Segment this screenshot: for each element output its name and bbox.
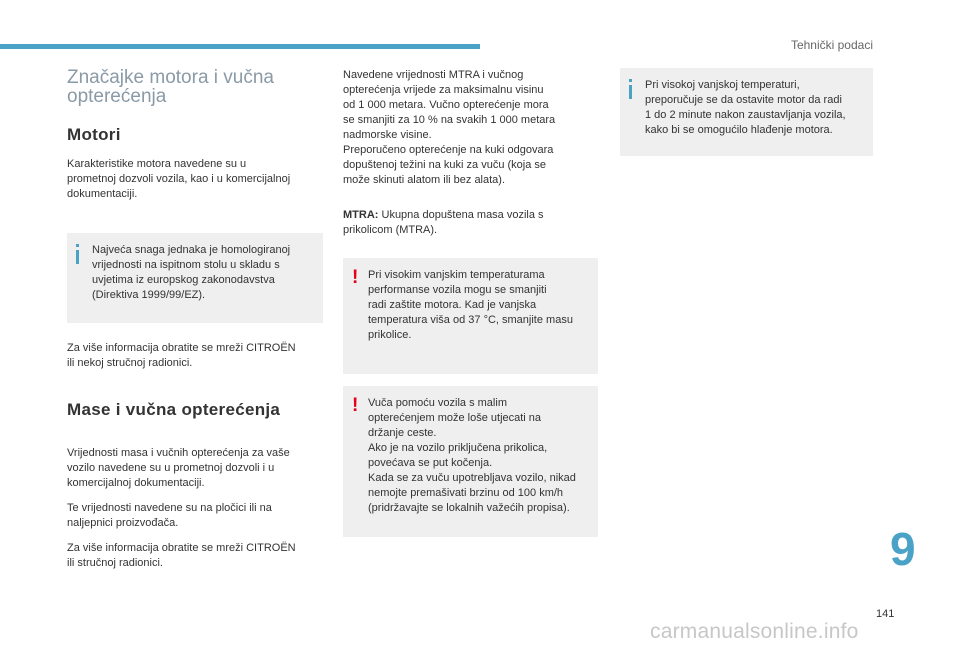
mtra-definition: MTRA: Ukupna dopuštena masa vozila s prikolicom (MTRA). (343, 209, 544, 236)
mtra-paragraph: Navedene vrijednosti MTRA i vučnog opterećenja vrijede za maksimalnu visinu od 1 000 metara. Vučno opterećenje mora se smanjiti za 10 % na svakih 1 000 metara nadmorske visine. Preporučeno opterećenje na kuki odgovara dopuštenoj težini na kuki za vuču (koja se može skinuti alatom ili bez alata). (343, 69, 556, 186)
warning-text-towing: Vuča pomoću vozila s malim opterećenjem može loše utjecati na držanje ceste. Ako je na vozilo priključena prikolica, povećava se put kočenja. Kada se za vuču upotrebljava vozilo, nikad nemojte premašivati brzinu od 100 km/h (pridržavajte se lokalnih važećih propisa). (368, 397, 576, 514)
watermark: carmanualsonline.info (650, 620, 859, 643)
title-line-1: Značajke motora i vučna (67, 67, 274, 88)
info-icon (76, 244, 79, 264)
top-accent-bar (0, 44, 480, 49)
motori-heading: Motori (67, 125, 121, 144)
info-text-engine-cooling: Pri visokoj vanjskoj temperaturi, preporučuje se da ostavite motor da radi 1 do 2 minute nakon zaustavljanja vozila, kako bi se omogućilo hlađenje motora. (645, 79, 846, 136)
warning-icon: ! (352, 267, 359, 288)
warning-box-towing (343, 386, 598, 537)
warning-icon: ! (352, 395, 359, 416)
section-header: Tehnički podaci (790, 38, 873, 52)
warning-box-temperature (343, 258, 598, 374)
info-box-text: Najveća snaga jednaka je homologiranoj vrijednosti na ispitnom stolu u skladu s uvjetima iz europskog zakonodavstva (Direktiva 1999/99/EZ). (92, 244, 291, 301)
page-number: 141 (876, 608, 895, 620)
chapter-number: 9 (890, 523, 916, 575)
info-icon (629, 79, 632, 99)
page-title (67, 68, 327, 106)
mtra-label: MTRA: (343, 209, 379, 221)
motori-paragraph-1: Karakteristike motora navedene su u prometnoj dozvoli vozila, kao i u komercijalnoj dokumentaciji. (67, 158, 291, 200)
mase-paragraph-1: Vrijednosti masa i vučnih opterećenja za vaše vozilo navedene su u prometnoj dozvoli i u komercijalnoj dokumentaciji. (67, 447, 290, 489)
title-line-2: opterećenja (67, 86, 167, 107)
motori-info-box (67, 233, 323, 323)
motori-paragraph-2: Za više informacija obratite se mreži CITROËN ili nekoj stručnoj radionici. (67, 342, 296, 369)
mase-paragraph-2: Te vrijednosti navedene su na pločici ili na naljepnici proizvođača. (67, 502, 272, 529)
info-box-engine-cooling (620, 68, 873, 156)
mase-heading: Mase i vučna opterećenja (67, 400, 281, 419)
mase-paragraph-3: Za više informacija obratite se mreži CITROËN ili stručnoj radionici. (67, 542, 296, 569)
warning-text-temperature: Pri visokim vanjskim temperaturama performanse vozila mogu se smanjiti radi zaštite motora. Kad je vanjska temperatura viša od 37 °C, smanjite masu prikolice. (368, 269, 573, 341)
